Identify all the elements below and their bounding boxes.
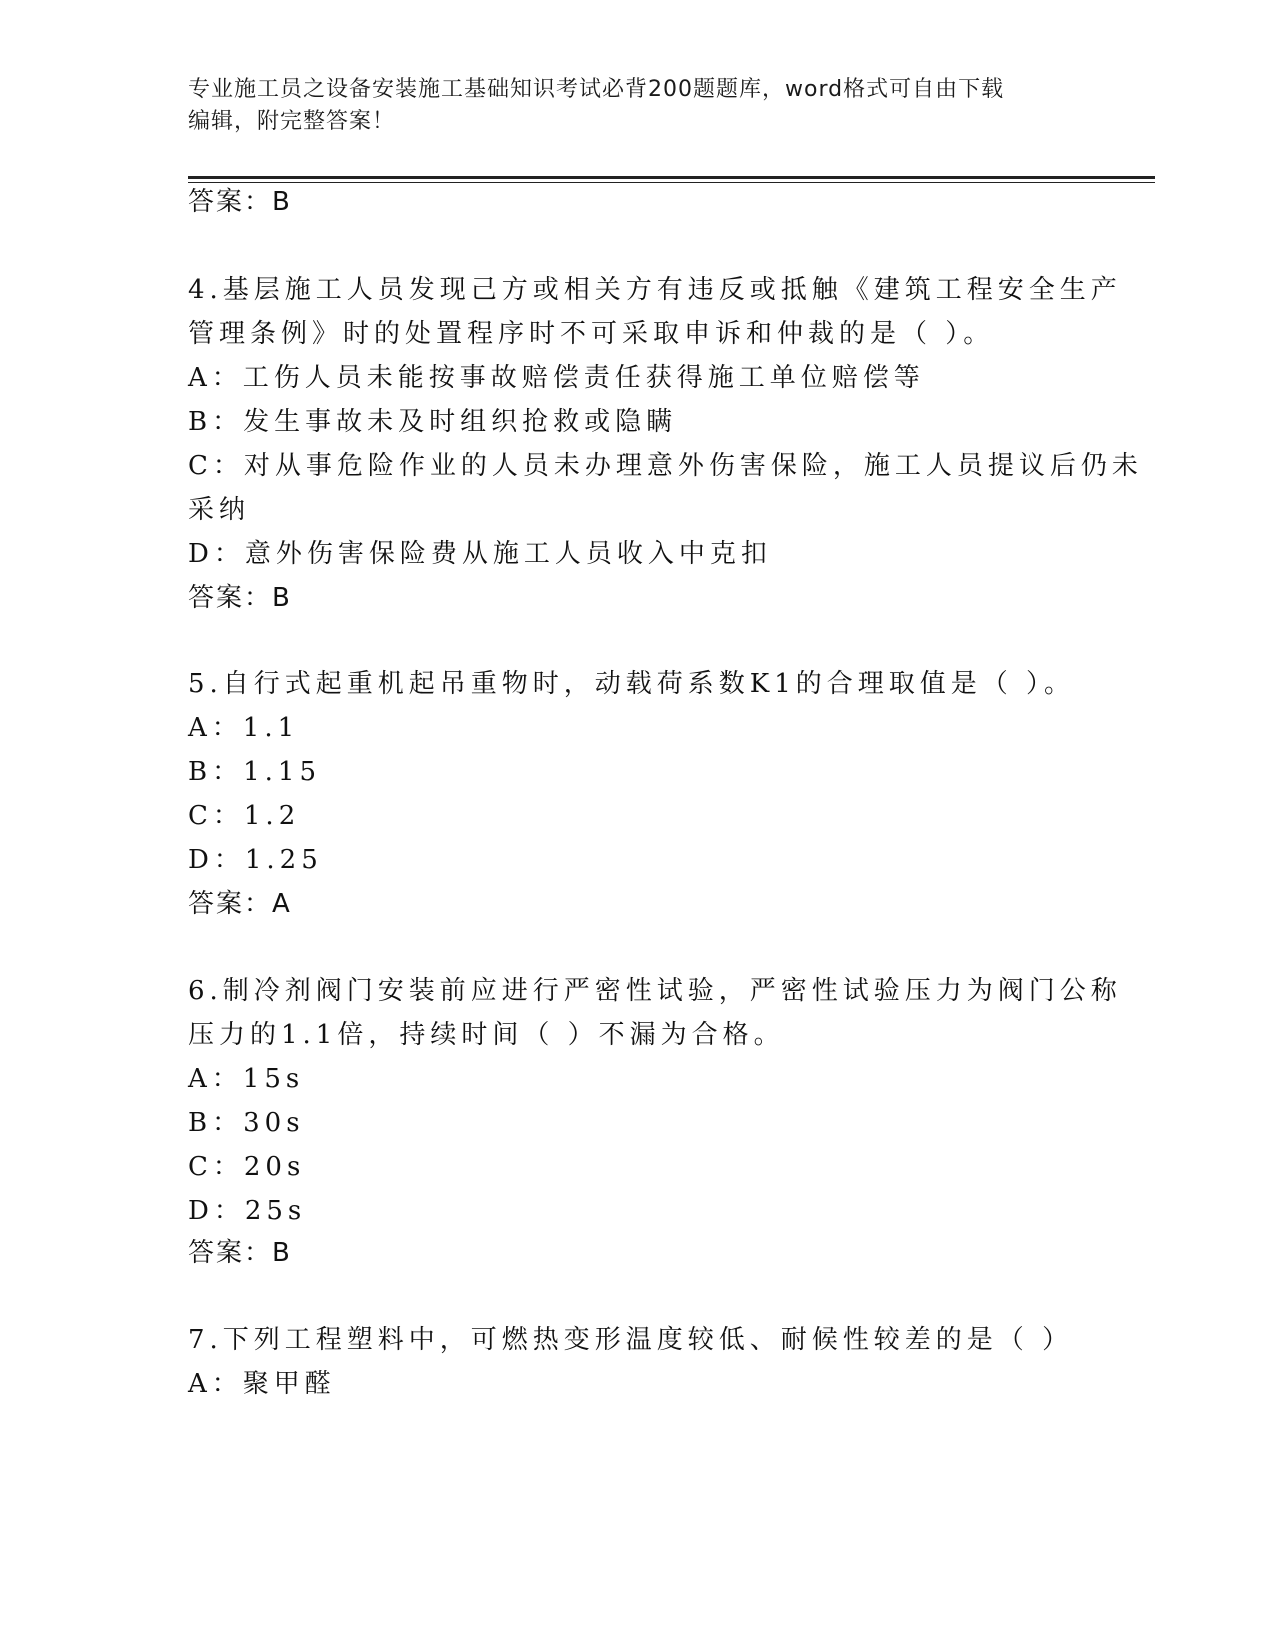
question-5-stem: 5.自行式起重机起吊重物时，动载荷系数K1的合理取值是（ ）。 [188, 669, 1076, 699]
question-5-option-c: C：1.2 [188, 801, 301, 831]
question-6-stem-line-1: 6.制冷剂阀门安装前应进行严密性试验，严密性试验压力为阀门公称 [188, 976, 1122, 1006]
header-title-line-1: 专业施工员之设备安装施工基础知识考试必背200题题库，word格式可自由下载 [188, 77, 1005, 102]
question-5-option-d: D：1.25 [188, 845, 323, 875]
question-7-option-a: A：聚甲醛 [188, 1369, 336, 1399]
answer-q5: 答案：A [188, 889, 292, 919]
header-divider-thin [188, 182, 1155, 183]
question-5-option-b: B：1.15 [188, 757, 321, 787]
header-title-line-2: 编辑，附完整答案！ [188, 109, 396, 134]
answer-q6: 答案：B [188, 1238, 292, 1268]
question-6-option-a: A：15s [188, 1064, 305, 1094]
question-4-option-a: A：工伤人员未能按事故赔偿责任获得施工单位赔偿等 [188, 363, 925, 393]
header-divider-thick [188, 176, 1155, 179]
answer-q4: 答案：B [188, 583, 292, 613]
question-6-stem-line-2: 压力的1.1倍，持续时间（ ）不漏为合格。 [188, 1020, 785, 1050]
answer-q3: 答案：B [188, 187, 292, 217]
question-4-option-b: B：发生事故未及时组织抢救或隐瞒 [188, 407, 678, 437]
document-header [188, 74, 1068, 138]
question-6-option-d: D：25s [188, 1196, 307, 1226]
question-6-option-c: C：20s [188, 1152, 306, 1182]
question-5-option-a: A：1.1 [188, 713, 300, 743]
question-4-stem-line-2: 管理条例》时的处置程序时不可采取申诉和仲裁的是（ ）。 [188, 319, 995, 349]
question-6-option-b: B：30s [188, 1108, 305, 1138]
question-7-stem: 7.下列工程塑料中，可燃热变形温度较低、耐候性较差的是（ ） [188, 1325, 1074, 1355]
question-4-option-d: D：意外伤害保险费从施工人员收入中克扣 [188, 539, 772, 569]
question-4-option-c-line-1: C：对从事危险作业的人员未办理意外伤害保险，施工人员提议后仍未 [188, 451, 1143, 481]
question-4-option-c-line-2: 采纳 [188, 495, 251, 525]
question-4-stem-line-1: 4.基层施工人员发现己方或相关方有违反或抵触《建筑工程安全生产 [188, 275, 1122, 305]
